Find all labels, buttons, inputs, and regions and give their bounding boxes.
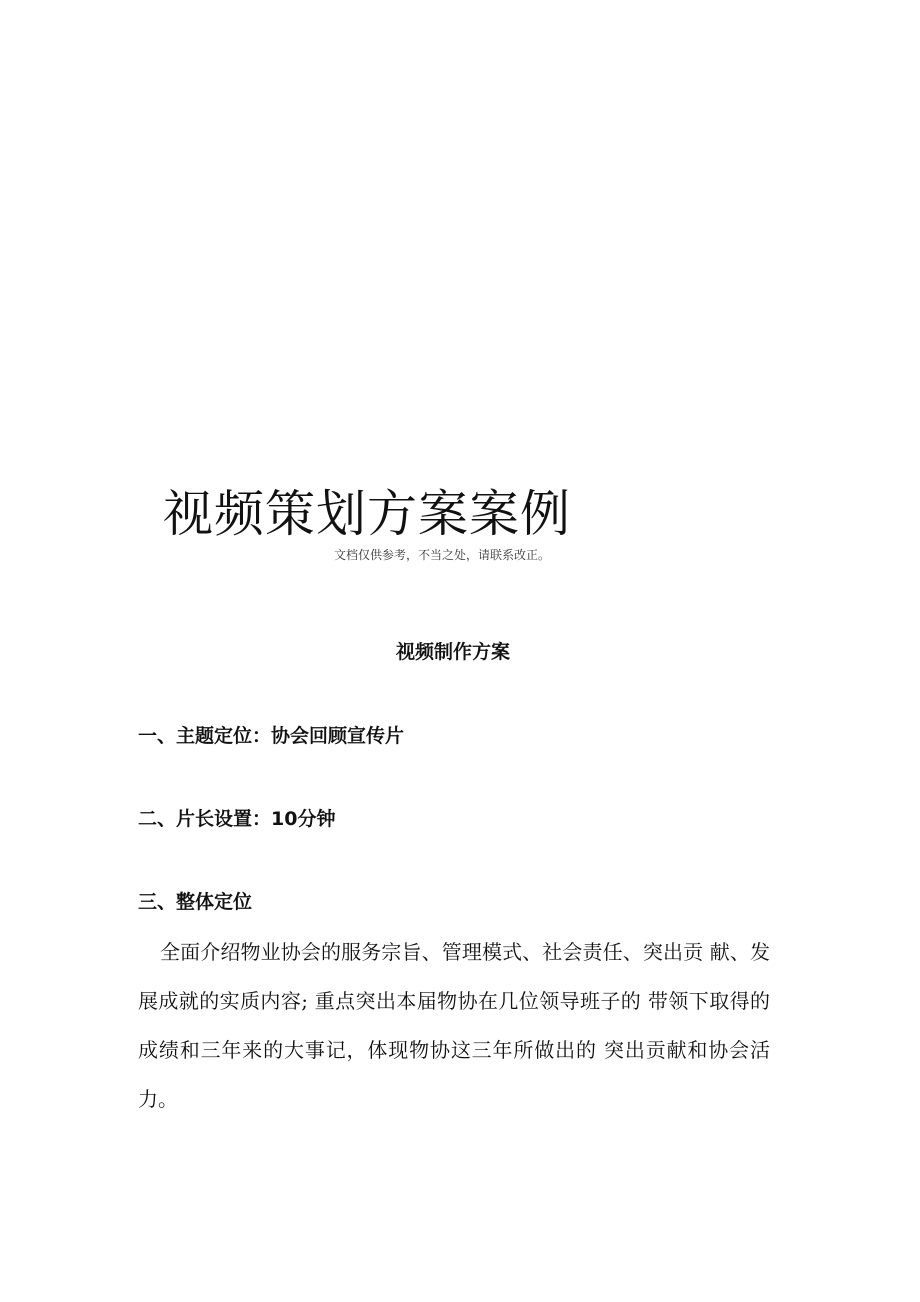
- item-theme-positioning: 一、主题定位：协会回顾宣传片: [138, 725, 405, 747]
- item-duration-setting: 二、片长设置：10分钟: [138, 808, 336, 830]
- section-heading: 视频制作方案: [395, 641, 510, 663]
- item-overall-positioning: 三、整体定位: [138, 891, 253, 913]
- body-paragraph: 全面介绍物业协会的服务宗旨、管理模式、社会责任、突出贡 献、发展成就的实质内容; 重点突出本届物协在几位领导班子的 带领下取得的成绩和三年来的大事记，体现物协这三年所做出的 突出贡献和协会活力。: [138, 940, 770, 1111]
- document-title: 视频策划方案案例: [163, 485, 571, 543]
- disclaimer-note: 文档仅供参考，不当之处，请联系改正。: [334, 548, 551, 562]
